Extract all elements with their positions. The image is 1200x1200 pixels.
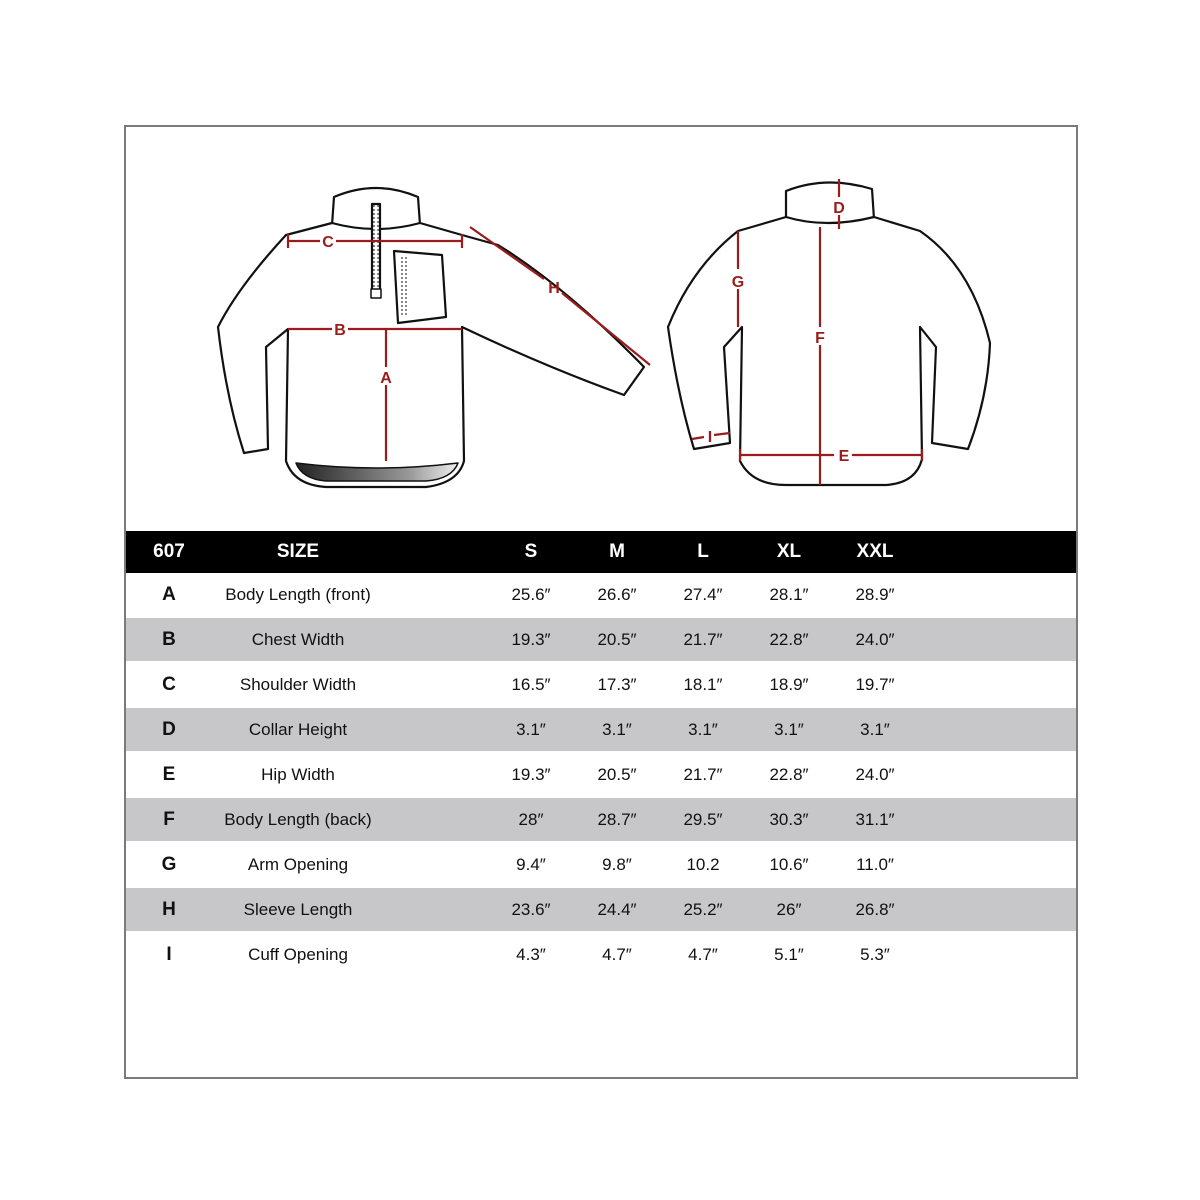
measure-value: 4.7″ xyxy=(602,944,632,964)
size-col-l: L xyxy=(697,541,709,562)
table-row xyxy=(126,752,1076,797)
measure-value: 9.4″ xyxy=(516,854,546,874)
measure-code: B xyxy=(126,617,212,662)
measure-name: Sleeve Length xyxy=(212,887,384,932)
spacer-cell xyxy=(918,842,1076,887)
measure-name: Arm Opening xyxy=(247,854,349,874)
measure-code: G xyxy=(161,853,177,875)
spacer-cell xyxy=(384,797,488,842)
label-a: A xyxy=(380,370,392,387)
size-table xyxy=(126,531,1076,976)
spacer-cell xyxy=(384,707,488,752)
measure-value: 24.4″ xyxy=(574,887,660,932)
label-c: C xyxy=(322,234,334,251)
model-number: 607 xyxy=(153,541,185,562)
measure-value: 28″ xyxy=(488,797,574,842)
label-e: E xyxy=(838,448,850,465)
measure-name: Body Length (front) xyxy=(225,584,371,604)
measure-value: 22.8″ xyxy=(769,764,809,784)
label-i: I xyxy=(707,429,713,446)
measure-value: 24.0″ xyxy=(832,617,918,662)
measure-value: 30.3″ xyxy=(746,797,832,842)
spacer-cell xyxy=(918,752,1076,797)
size-chart-frame xyxy=(124,125,1078,1079)
spacer-cell xyxy=(384,573,488,617)
spacer-cell xyxy=(384,752,488,797)
table-row xyxy=(126,887,1076,932)
measure-code: I xyxy=(166,943,172,965)
measure-value: 3.1″ xyxy=(574,707,660,752)
measure-name: Chest Width xyxy=(212,617,384,662)
measure-value: 9.8″ xyxy=(602,854,632,874)
measure-value: 5.3″ xyxy=(860,944,890,964)
table-row xyxy=(126,842,1076,887)
back-jacket-outline xyxy=(668,182,990,485)
measure-value: 21.7″ xyxy=(660,617,746,662)
spacer-cell xyxy=(384,887,488,932)
measure-value: 11.0″ xyxy=(856,854,894,874)
measure-value: 24.0″ xyxy=(855,764,895,784)
measure-code: A xyxy=(162,583,176,605)
measure-value: 20.5″ xyxy=(597,764,637,784)
label-g: G xyxy=(731,274,745,291)
spacer-cell xyxy=(384,662,488,707)
measure-name: Hip Width xyxy=(261,764,335,784)
measure-value: 25.6″ xyxy=(511,584,551,604)
table-header xyxy=(126,531,1076,573)
spacer-cell xyxy=(918,797,1076,842)
measure-value: 27.4″ xyxy=(683,584,723,604)
measure-code: H xyxy=(126,887,212,932)
measure-value: 16.5″ xyxy=(511,674,551,694)
measure-value: 28.1″ xyxy=(769,584,809,604)
measure-value: 19.7″ xyxy=(855,674,895,694)
measure-value: 10.2 xyxy=(686,854,720,874)
measure-name: Shoulder Width xyxy=(239,674,357,694)
measure-value: 25.2″ xyxy=(660,887,746,932)
table-row xyxy=(126,707,1076,752)
size-col-m: M xyxy=(609,541,625,562)
table-row xyxy=(126,932,1076,976)
label-f: F xyxy=(815,330,825,347)
measure-value: 18.1″ xyxy=(683,674,723,694)
spacer-cell xyxy=(918,932,1076,976)
measure-value: 19.3″ xyxy=(511,764,551,784)
front-jacket-outline xyxy=(218,188,644,487)
measure-value: 3.1″ xyxy=(832,707,918,752)
measure-value: 21.7″ xyxy=(683,764,723,784)
measure-value: 18.9″ xyxy=(769,674,809,694)
spacer-cell xyxy=(384,932,488,976)
measure-value: 23.6″ xyxy=(488,887,574,932)
measure-value: 20.5″ xyxy=(574,617,660,662)
size-col-xl: XL xyxy=(776,541,802,562)
measure-name: Body Length (back) xyxy=(212,797,384,842)
measure-code: E xyxy=(162,763,176,785)
spacer-cell xyxy=(918,887,1076,932)
table-row xyxy=(126,617,1076,662)
measure-value: 3.1″ xyxy=(488,707,574,752)
garment-diagram xyxy=(126,127,1076,531)
spacer-cell xyxy=(918,707,1076,752)
measure-value: 28.7″ xyxy=(574,797,660,842)
spacer-cell xyxy=(918,662,1076,707)
measure-value: 29.5″ xyxy=(660,797,746,842)
measure-value: 26″ xyxy=(746,887,832,932)
measure-value: 22.8″ xyxy=(746,617,832,662)
jacket-illustration xyxy=(126,127,1076,531)
measure-value: 10.6″ xyxy=(769,854,809,874)
spacer-cell xyxy=(384,617,488,662)
measure-value: 17.3″ xyxy=(597,674,637,694)
measure-value: 4.3″ xyxy=(516,944,546,964)
measure-code: D xyxy=(126,707,212,752)
table-row xyxy=(126,662,1076,707)
measure-name: Collar Height xyxy=(212,707,384,752)
measure-value: 26.8″ xyxy=(832,887,918,932)
measure-name: Cuff Opening xyxy=(248,944,348,964)
measure-value: 3.1″ xyxy=(660,707,746,752)
measure-value: 19.3″ xyxy=(488,617,574,662)
measure-value: 4.7″ xyxy=(688,944,718,964)
measure-value: 3.1″ xyxy=(746,707,832,752)
measure-code: C xyxy=(162,673,176,695)
size-col-s: S xyxy=(524,541,538,562)
spacer-cell xyxy=(918,573,1076,617)
table-row xyxy=(126,573,1076,617)
label-b: B xyxy=(334,322,346,339)
table-body xyxy=(126,573,1076,976)
label-d: D xyxy=(833,200,845,217)
size-header: SIZE xyxy=(276,541,320,562)
measure-value: 28.9″ xyxy=(855,584,895,604)
spacer-cell xyxy=(384,842,488,887)
measure-code: F xyxy=(126,797,212,842)
table-row xyxy=(126,797,1076,842)
size-col-xxl: XXL xyxy=(856,541,894,562)
measure-value: 31.1″ xyxy=(832,797,918,842)
spacer-cell xyxy=(918,617,1076,662)
label-h: H xyxy=(548,280,560,297)
measure-value: 26.6″ xyxy=(597,584,637,604)
measure-value: 5.1″ xyxy=(774,944,804,964)
